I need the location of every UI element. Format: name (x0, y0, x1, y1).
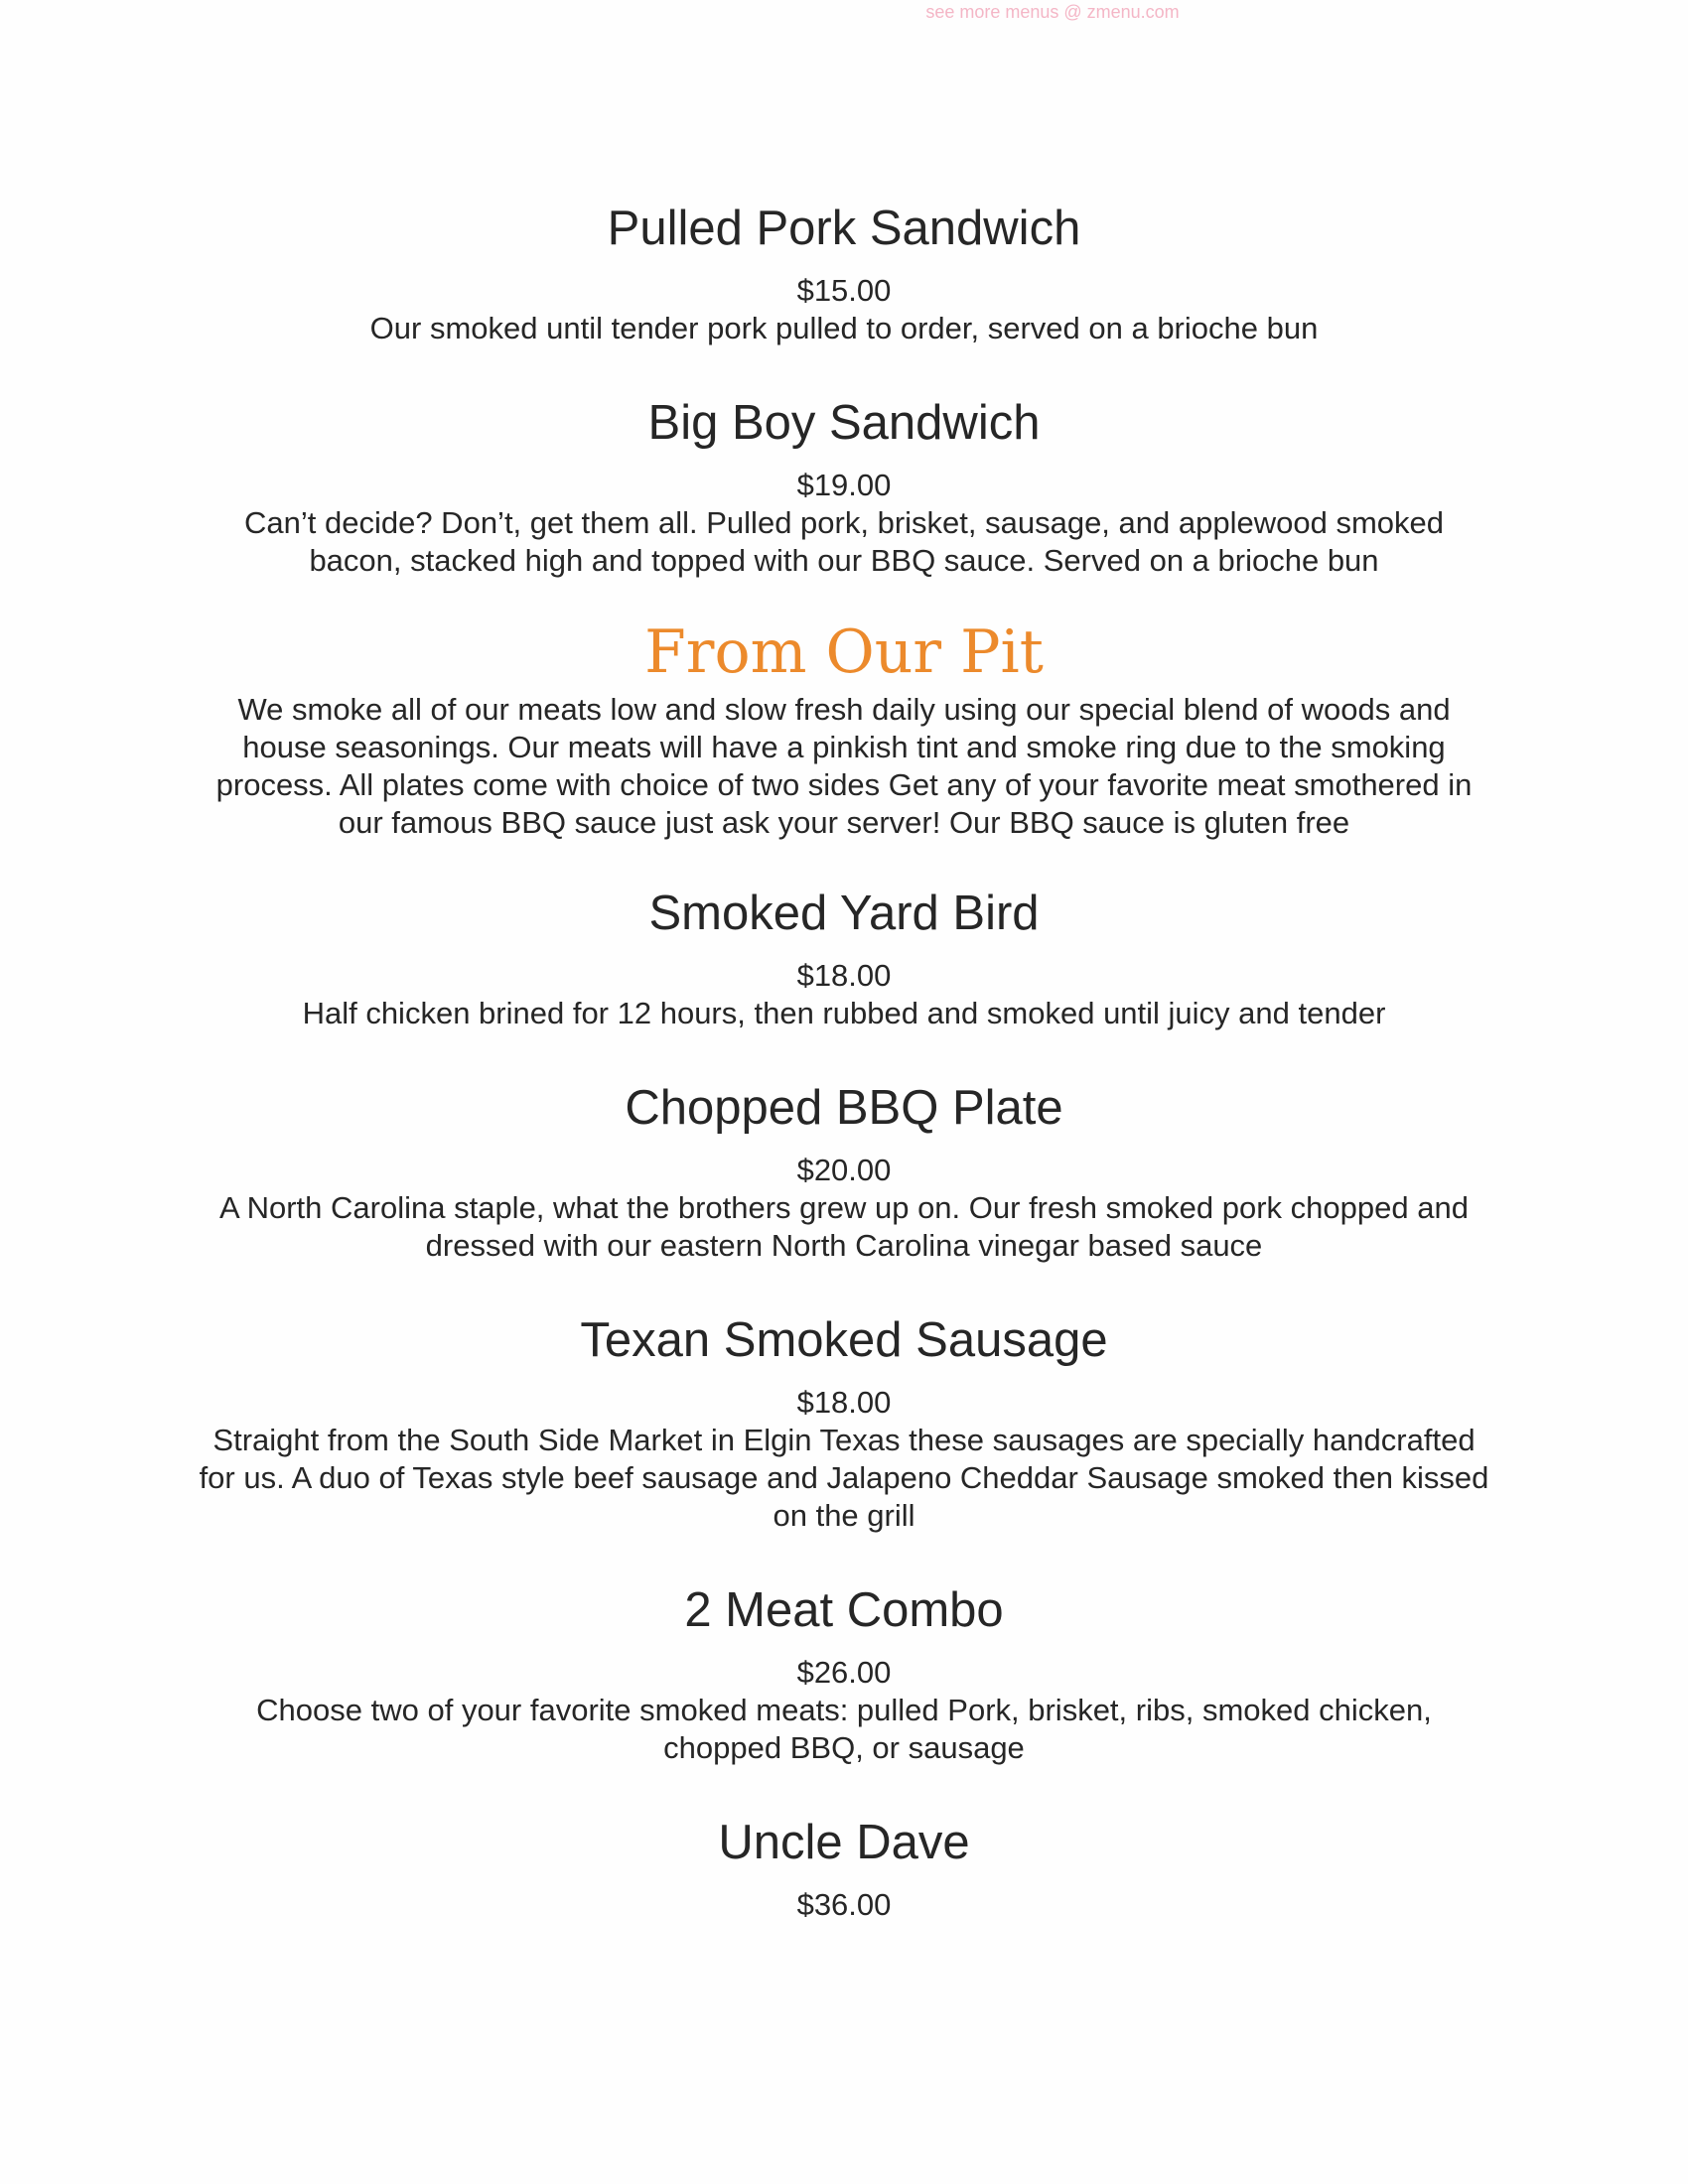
watermark-text: see more menus @ zmenu.com (925, 2, 1180, 22)
menu-item-uncle-dave (159, 1813, 1529, 1924)
item-description: A North Carolina staple, what the brothers grew up on. Our fresh smoked pork chopped and dressed with our eastern North Carolina vinegar based sauce (219, 1190, 1469, 1263)
menu-item-texan-smoked-sausage (159, 1310, 1529, 1535)
item-name: Smoked Yard Bird (648, 887, 1040, 940)
menu-item-pulled-pork-sandwich (159, 199, 1529, 347)
item-name: Uncle Dave (718, 1816, 970, 1869)
item-name: Big Boy Sandwich (647, 396, 1041, 450)
menu-item-smoked-yard-bird (159, 884, 1529, 1032)
item-description: Half chicken brined for 12 hours, then rubbed and smoked until juicy and tender (302, 996, 1386, 1030)
item-price: $18.00 (796, 958, 892, 993)
menu-item-big-boy-sandwich (159, 393, 1529, 580)
item-price: $18.00 (796, 1385, 892, 1420)
item-description: Choose two of your favorite smoked meats: pulled Pork, brisket, ribs, smoked chicken, chopped BBQ, or sausage (256, 1693, 1432, 1765)
section-from-our-pit (159, 619, 1529, 842)
item-name: Chopped BBQ Plate (625, 1081, 1063, 1135)
menu-item-chopped-bbq-plate (159, 1078, 1529, 1265)
item-price: $26.00 (796, 1655, 892, 1690)
menu-item-2-meat-combo (159, 1580, 1529, 1767)
item-price: $15.00 (796, 273, 892, 308)
item-name: 2 Meat Combo (684, 1583, 1004, 1637)
menu-page (159, 199, 1529, 1970)
item-description: Can’t decide? Don’t, get them all. Pulled pork, brisket, sausage, and applewood smoked bacon, stacked high and topped with our BBQ sauce. Served on a brioche bun (244, 505, 1444, 578)
item-description: Straight from the South Side Market in Elgin Texas these sausages are specially handcrafted for us. A duo of Texas style beef sausage and Jalapeno Cheddar Sausage smoked then kissed on the grill (199, 1423, 1489, 1533)
section-title: From Our Pit (644, 617, 1044, 687)
item-price: $19.00 (796, 468, 892, 502)
item-name: Pulled Pork Sandwich (607, 202, 1081, 255)
item-price: $20.00 (796, 1153, 892, 1187)
item-name: Texan Smoked Sausage (580, 1313, 1108, 1367)
section-description: We smoke all of our meats low and slow fresh daily using our special blend of woods and house seasonings. Our meats will have a pinkish tint and smoke ring due to the smoking process. All plates come with choice of two sides Get any of your favorite meat smothered in our famous BBQ sauce just ask your server! Our BBQ sauce is gluten free (215, 692, 1473, 840)
item-price: $36.00 (796, 1887, 892, 1922)
item-description: Our smoked until tender pork pulled to order, served on a brioche bun (369, 311, 1319, 345)
